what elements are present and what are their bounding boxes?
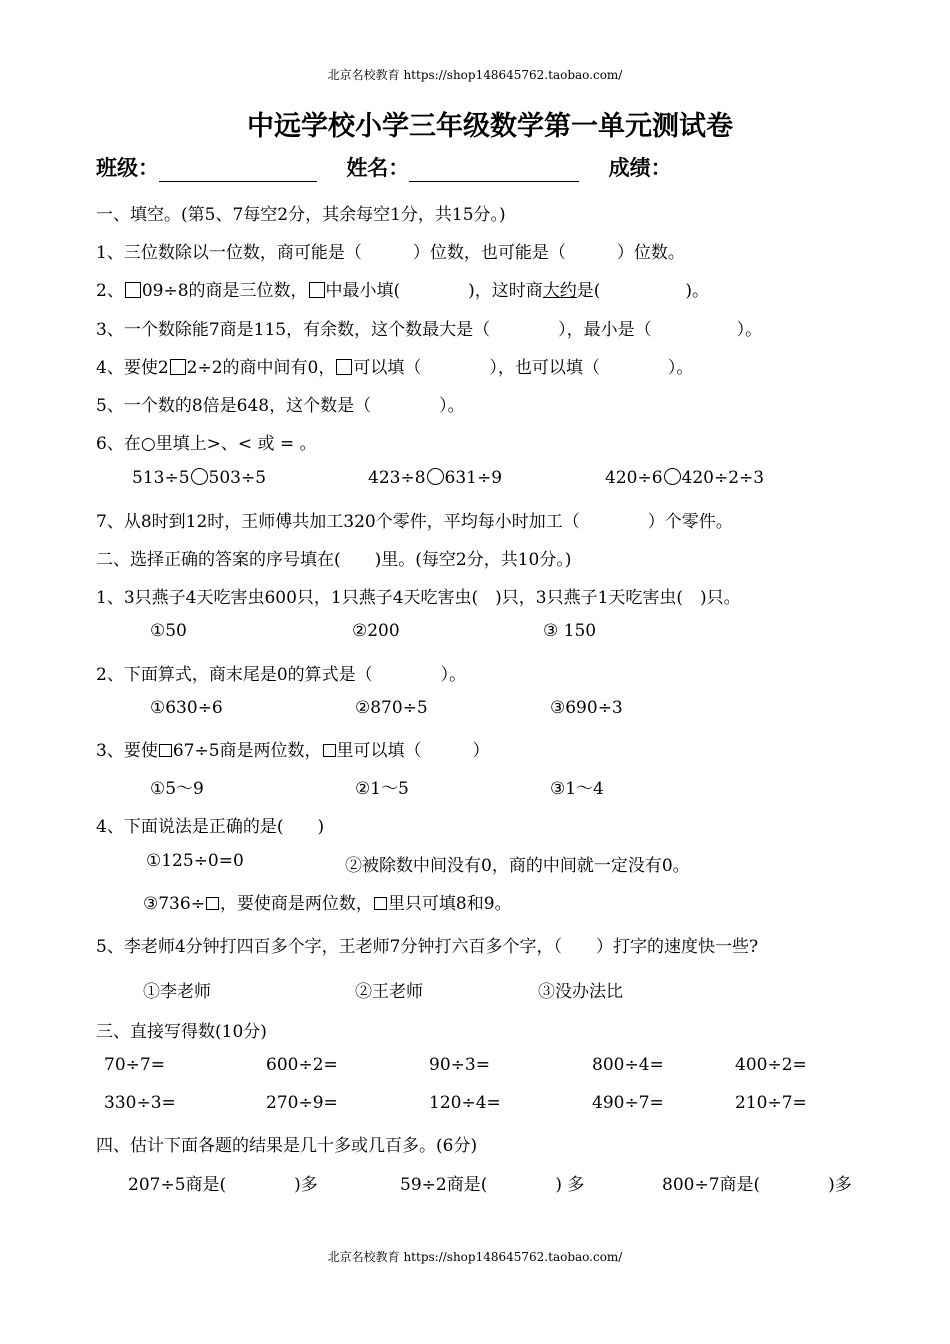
calc-item: 270÷9= bbox=[266, 1093, 338, 1113]
class-blank[interactable] bbox=[159, 157, 317, 182]
estimate-item: 59÷2商是( ) 多 bbox=[400, 1175, 585, 1195]
section1-heading: 一、填空。(第5、7每空2分，其余每空1分，共15分。) bbox=[96, 205, 506, 225]
s1-question-4: 4、要使2 2÷2的商中间有0， 可以填（ ），也可以填（ ）。 bbox=[96, 358, 694, 378]
s1-question-3: 3、一个数除能7商是115，有余数，这个数最大是（ ），最小是（ ）。 bbox=[96, 320, 763, 340]
blank-square-icon bbox=[159, 744, 172, 757]
calc-item: 400÷2= bbox=[735, 1055, 807, 1075]
score-label: 成绩： bbox=[608, 156, 672, 180]
compare-item: 423÷8 631÷9 bbox=[368, 468, 503, 488]
page-footer: 北京名校教育 https://shop148645762.taobao.com/ bbox=[327, 1250, 623, 1264]
blank-square-icon bbox=[374, 897, 387, 910]
option: ②870÷5 bbox=[355, 698, 428, 718]
calc-item: 800÷4= bbox=[592, 1055, 664, 1075]
s2-question-1: 1、3只燕子4天吃害虫600只，1只燕子4天吃害虫( )只，3只燕子1天吃害虫( )只。 bbox=[96, 588, 741, 608]
calc-item: 600÷2= bbox=[266, 1055, 338, 1075]
option: ③没办法比 bbox=[538, 982, 623, 1002]
option: ①50 bbox=[150, 621, 187, 641]
option: ③736÷ ，要使商是两位数， 里只可填8和9。 bbox=[143, 894, 512, 914]
calc-item: 120÷4= bbox=[429, 1093, 501, 1113]
name-blank[interactable] bbox=[409, 157, 579, 182]
s1-question-2: 2、 09÷8的商是三位数， 中最小填( )，这时商大约是( )。 bbox=[96, 281, 710, 301]
estimate-item: 207÷5商是( )多 bbox=[128, 1175, 318, 1195]
blank-square-icon bbox=[323, 744, 336, 757]
calc-item: 490÷7= bbox=[592, 1093, 664, 1113]
option: ①李老师 bbox=[143, 982, 211, 1002]
blank-square-icon bbox=[309, 282, 325, 298]
s1-question-7: 7、从8时到12时，王师傅共加工320个零件，平均每小时加工（ ）个零件。 bbox=[96, 512, 733, 532]
s2-question-5: 5、李老师4分钟打四百多个字，王老师7分钟打六百多个字，（ ）打字的速度快一些? bbox=[96, 937, 759, 957]
compare-circle-icon bbox=[664, 468, 681, 485]
s1-question-5: 5、一个数的8倍是648，这个数是（ ）。 bbox=[96, 396, 465, 416]
option: ①125÷0=0 bbox=[146, 851, 244, 871]
blank-square-icon bbox=[206, 897, 219, 910]
s2-question-2: 2、下面算式，商末尾是0的算式是（ ）。 bbox=[96, 665, 467, 685]
name-label: 姓名： bbox=[346, 156, 410, 180]
s1-question-1: 1、三位数除以一位数，商可能是（ ）位数，也可能是（ ）位数。 bbox=[96, 243, 685, 263]
option: ②被除数中间没有0，商的中间就一定没有0。 bbox=[345, 856, 690, 876]
compare-item: 420÷6 420÷2÷3 bbox=[605, 468, 765, 488]
s1-question-6: 6、在○里填上>、< 或 = 。 bbox=[96, 434, 317, 454]
blank-square-icon bbox=[170, 359, 186, 375]
blank-square-icon bbox=[336, 359, 352, 375]
class-label: 班级： bbox=[96, 156, 159, 180]
option: ②1～5 bbox=[355, 779, 409, 799]
compare-circle-icon bbox=[191, 468, 208, 485]
student-info-fields bbox=[96, 152, 672, 182]
estimate-item: 800÷7商是( )多 bbox=[662, 1175, 852, 1195]
calc-item: 210÷7= bbox=[735, 1093, 807, 1113]
section4-heading: 四、估计下面各题的结果是几十多或几百多。(6分) bbox=[96, 1136, 478, 1156]
page-header: 北京名校教育 https://shop148645762.taobao.com/ bbox=[327, 68, 623, 82]
option: ①5～9 bbox=[150, 779, 204, 799]
page-title: 中远学校小学三年级数学第一单元测试卷 bbox=[247, 111, 733, 142]
option: ③1～4 bbox=[550, 779, 604, 799]
option: ②200 bbox=[352, 621, 400, 641]
compare-circle-icon bbox=[427, 468, 444, 485]
compare-item: 513÷5 503÷5 bbox=[132, 468, 267, 488]
s2-question-3: 3、要使 67÷5商是两位数， 里可以填（ ） bbox=[96, 741, 490, 761]
calc-item: 90÷3= bbox=[429, 1055, 490, 1075]
section2-heading: 二、选择正确的答案的序号填在( )里。(每空2分，共10分。) bbox=[96, 550, 572, 570]
option: ①630÷6 bbox=[150, 698, 223, 718]
option: ③690÷3 bbox=[550, 698, 623, 718]
calc-item: 70÷7= bbox=[104, 1055, 165, 1075]
option: ③ 150 bbox=[543, 621, 597, 641]
blank-square-icon bbox=[125, 282, 141, 298]
section3-heading: 三、直接写得数(10分) bbox=[96, 1022, 267, 1042]
calc-item: 330÷3= bbox=[104, 1093, 176, 1113]
s2-question-4: 4、下面说法是正确的是( ) bbox=[96, 817, 325, 837]
option: ②王老师 bbox=[355, 982, 423, 1002]
